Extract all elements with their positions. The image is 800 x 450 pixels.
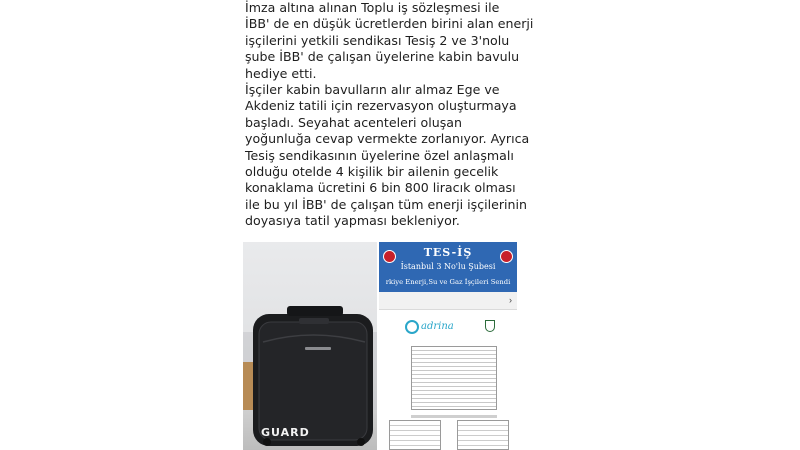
crest-icon [485,320,495,332]
post-line: İBB' de en düşük ücretlerden birini alan enerji [245,16,534,32]
post-line: İmza altına alınan Toplu iş sözleşmesi ile [245,0,500,15]
post-line: İşçiler kabin bavulların alır almaz Ege ve [245,82,500,98]
banner-branch: İstanbul 3 No'lu Şubesi [400,262,496,271]
suitcase-icon [243,242,377,450]
post-line: işçilerini yetkili sendikası Tesiş 2 ve 3'nolu [245,32,510,48]
date-price-table [411,346,497,410]
union-banner [379,242,517,292]
banner-union: rkiye Enerji,Su ve Gaz İşçileri Sendi [385,278,511,286]
brand-label: GUARD [261,426,310,439]
hotel-strip [379,292,517,310]
table-caption [411,415,497,418]
post-line: Tesiş sendikasının üyelerine özel anlaşmalı [245,147,514,163]
post-line: Akdeniz tatili için rezervasyon oluşturmaya [245,98,517,114]
union-collage-image[interactable] [379,242,517,450]
post-line: ile bu yıl İBB' de çalışan tüm enerji işçilerinin [245,196,528,212]
post-line: şube İBB' de çalışan üyelerine kabin bavulu [245,49,520,65]
post-line: hediye etti. [245,65,317,81]
post-line: başladı. Seyahat acenteleri oluşan [245,114,462,130]
hotel-logo-icon [405,320,419,334]
banner-title: TES-İŞ [423,246,473,259]
post-text [245,0,545,230]
room-price-table-left [389,420,441,450]
room-price-table-right [457,420,509,450]
price-document [385,316,513,450]
post-line: yoğunluğa cevap vermekte zorlanıyor. Ayrıca [245,131,530,147]
hotel-logo-text: adrina [421,321,454,332]
chevron-right-icon[interactable]: › [509,295,512,305]
post-line: konaklama ücretini 6 bin 800 liracık olması [245,180,516,196]
suitcase-photo[interactable] [243,242,377,450]
post-line: olduğu otelde 4 kişilik bir ailenin gecelik [245,164,499,180]
post-line: doyasıya tatil yapması bekleniyor. [245,213,460,229]
